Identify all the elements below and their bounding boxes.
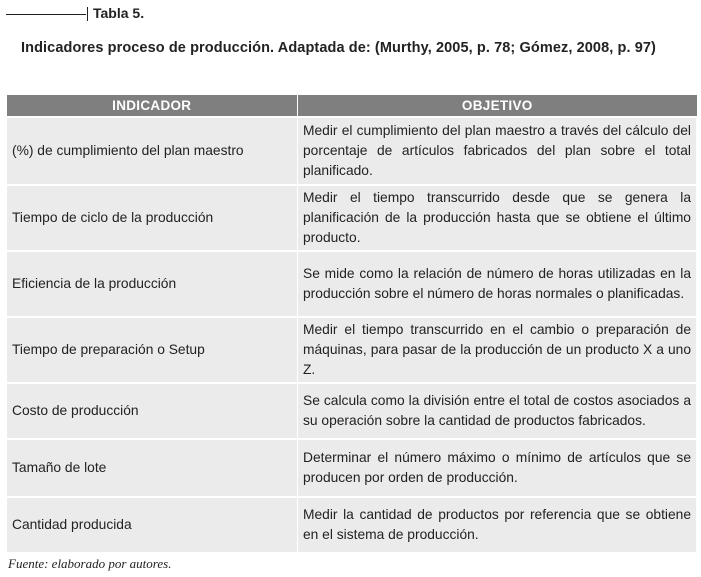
- table-label-row: [6, 4, 406, 24]
- objective-cell: Se mide como la relación de número de horas utilizadas en la producción sobre el número de horas normales o planificadas.: [298, 251, 697, 317]
- table-header-row: [7, 95, 697, 117]
- table-row: [7, 185, 697, 251]
- indicator-cell: (%) de cumplimiento del plan maestro: [7, 117, 298, 185]
- label-rule-line: [6, 14, 86, 15]
- indicators-table: [6, 95, 697, 553]
- table-row: [7, 251, 697, 317]
- source-note: Fuente: elaborado por autores.: [8, 556, 172, 571]
- table-row: [7, 383, 697, 439]
- indicator-cell: Tiempo de preparación o Setup: [7, 317, 298, 383]
- header-objective: OBJETIVO: [298, 95, 697, 117]
- table-caption: Indicadores proceso de producción. Adaptada de: (Murthy, 2005, p. 78; Gómez, 2008, p. 97): [21, 40, 656, 56]
- objective-cell: Medir la cantidad de productos por referencia que se obtiene en el sistema de producción.: [298, 497, 697, 553]
- indicator-cell: Eficiencia de la producción: [7, 251, 298, 317]
- label-rule-tick: [87, 7, 88, 21]
- objective-cell: Medir el tiempo transcurrido en el cambio o preparación de máquinas, para pasar de la producción de un producto X a uno Z.: [298, 317, 697, 383]
- indicator-cell: Tamaño de lote: [7, 439, 298, 497]
- indicator-cell: Tiempo de ciclo de la producción: [7, 185, 298, 251]
- table-label: Tabla 5.: [93, 5, 145, 21]
- objective-cell: Se calcula como la división entre el total de costos asociados a su operación sobre la cantidad de productos fabricados.: [298, 383, 697, 439]
- table-row: [7, 497, 697, 553]
- objective-cell: Determinar el número máximo o mínimo de artículos que se producen por orden de producción.: [298, 439, 697, 497]
- indicator-cell: Costo de producción: [7, 383, 298, 439]
- objective-cell: Medir el cumplimiento del plan maestro a través del cálculo del porcentaje de artículos fabricados del plan sobre el total planificado.: [298, 117, 697, 185]
- table-row: [7, 117, 697, 185]
- objective-cell: Medir el tiempo transcurrido desde que se genera la planificación de la producción hasta que se obtiene el último producto.: [298, 185, 697, 251]
- indicator-cell: Cantidad producida: [7, 497, 298, 553]
- table-row: [7, 317, 697, 383]
- table-row: [7, 439, 697, 497]
- header-indicator: INDICADOR: [7, 95, 298, 117]
